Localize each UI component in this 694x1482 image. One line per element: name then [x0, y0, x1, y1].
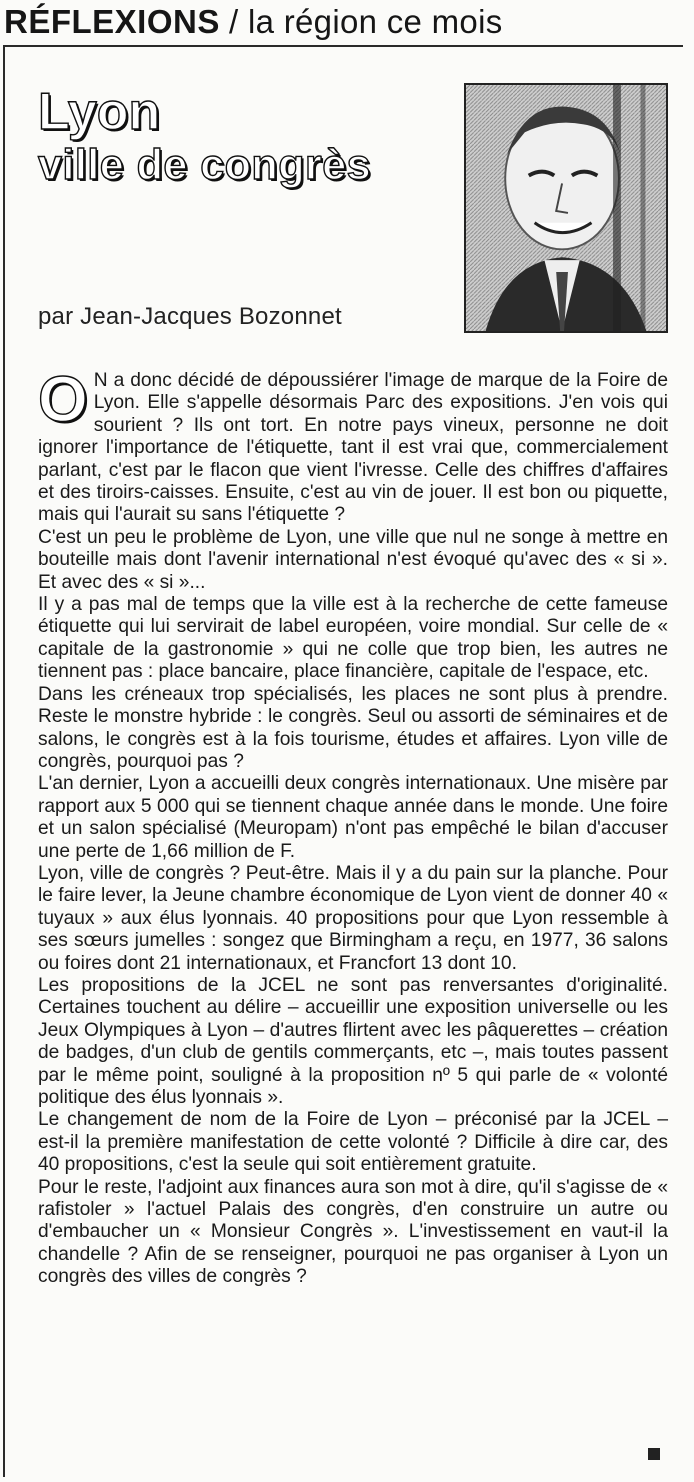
paragraph-2: C'est un peu le problème de Lyon, une ville que nul ne songe à mettre en bouteille mais dont l'avenir international n'est évoqué qu'avec des « si ». Et avec des « si »...: [38, 526, 668, 593]
headline-line-2: ville de congrès: [38, 141, 372, 189]
author-portrait-icon: [464, 83, 668, 333]
paragraph-text: N a donc décidé de dépoussiérer l'image de marque de la Foire de Lyon. Elle s'appelle désormais Parc des expositions. J'en vois qui sourient ? Ils ont tort. En notre pays vineux, personne ne doit ignorer l'importance de l'étiquette, tant il est vrai que, commercialement parlant, c'est par le flacon que vient l'ivresse. Celle des chiffres d'affaires et des tiroirs-caisses. Ensuite, c'est au vin de jouer. Il est bon ou piquette, mais qui l'aurait su sans l'étiquette ?: [38, 370, 668, 526]
drop-cap: O: [38, 363, 88, 435]
paragraph-1: [38, 363, 668, 527]
paragraph-3: Il y a pas mal de temps que la ville est à la recherche de cette fameuse étiquette qui lui servirait de label européen, voire mondial. Sur celle de « capitale de la gastronomie » qui ne colle que trop bien, les autres ne tiennent pas : place bancaire, place financière, capitale de l'espace, etc.: [38, 594, 668, 683]
byline: par Jean-Jacques Bozonnet: [38, 303, 342, 330]
rubric-section: RÉFLEXIONS: [4, 3, 220, 40]
article-body: [38, 363, 668, 1289]
paragraph-9: Pour le reste, l'adjoint aux finances aura son mot à dire, qu'il s'agisse de « rafistoler » l'actuel Palais des congrès, d'en construire un autre ou d'embaucher un « Monsieur Congrès ». L'investissement en vaut-il la chandelle ? Afin de se renseigner, pourquoi ne pas organiser à Lyon un congrès des villes de congrès ?: [38, 1176, 668, 1288]
paragraph-5: L'an dernier, Lyon a accueilli deux congrès internationaux. Une misère par rapport aux 5 000 qui se tiennent chaque année dans le monde. Une foire et un salon spécialisé (Meuropam) n'ont pas empêché le bilan d'accuser une perte de 1,66 million de F.: [38, 773, 668, 862]
article-headline: [38, 83, 372, 189]
paragraph-6: Lyon, ville de congrès ? Peut-être. Mais il y a du pain sur la planche. Pour le faire lever, la Jeune chambre économique de Lyon vient de donner 40 « tuyaux » aux élus lyonnais. 40 propositions pour que Lyon ressemble à ses sœurs jumelles : songez que Birmingham a reçu, en 1977, 36 salons ou foires dont 21 internationaux, et Francfort 13 dont 10.: [38, 862, 668, 974]
paragraph-8: Le changement de nom de la Foire de Lyon – préconisé par la JCEL – est-il la première manifestation de cette volonté ? Difficile à dire car, des 40 propositions, c'est la seule qui soit entièrement gratuite.: [38, 1109, 668, 1176]
rubric-subtitle: / la région ce mois: [229, 3, 503, 40]
paragraph-4: Dans les créneaux trop spécialisés, les places ne sont plus à prendre. Reste le monstre hybride : le congrès. Seul ou assorti de séminaires et de salons, le congrès est à la fois tourisme, études et affaires. Lyon ville de congrès, pourquoi pas ?: [38, 683, 668, 772]
paragraph-7: Les propositions de la JCEL ne sont pas renversantes d'originalité. Certaines touchent au délire – accueillir une exposition universelle ou les Jeux Olympiques à Lyon – d'autres flirtent avec les pâquerettes – création de badges, d'un club de gentils commerçants, etc –, mais toutes passent par le même point, souligné à la proposition nº 5 qui parle de « volonté politique des élus lyonnais ».: [38, 974, 668, 1108]
end-mark-icon: [648, 1448, 660, 1460]
section-rubric: [4, 2, 684, 42]
headline-line-1: Lyon: [38, 83, 161, 141]
